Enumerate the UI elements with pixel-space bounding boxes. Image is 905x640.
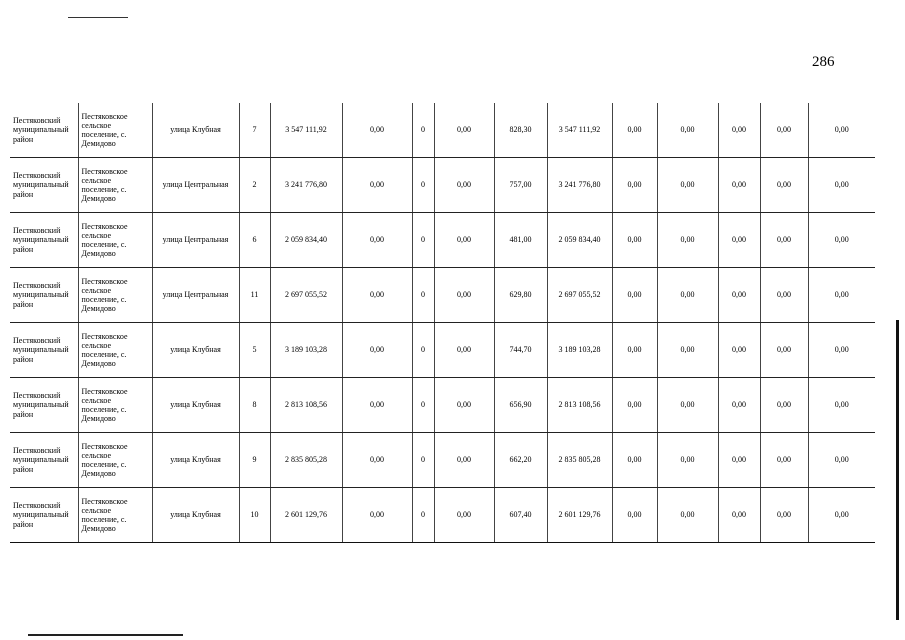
- district-cell: Пестяковский муниципальный район: [10, 158, 78, 213]
- value-cell: 2 059 834,40: [270, 213, 342, 268]
- value-cell: 0,00: [342, 378, 412, 433]
- value-cell: 0,00: [612, 433, 657, 488]
- value-cell: 3 547 111,92: [270, 103, 342, 158]
- value-cell: 0,00: [342, 323, 412, 378]
- value-cell: 3 241 776,80: [547, 158, 612, 213]
- street-cell: улица Центральная: [152, 213, 239, 268]
- value-cell: 0: [412, 378, 434, 433]
- value-cell: 0,00: [342, 433, 412, 488]
- district-cell: Пестяковский муниципальный район: [10, 103, 78, 158]
- value-cell: 0,00: [657, 323, 718, 378]
- house-number-cell: 9: [239, 433, 270, 488]
- house-number-cell: 5: [239, 323, 270, 378]
- value-cell: 0: [412, 268, 434, 323]
- value-cell: 0,00: [612, 323, 657, 378]
- value-cell: 0,00: [657, 268, 718, 323]
- value-cell: 0,00: [657, 213, 718, 268]
- value-cell: 0,00: [760, 158, 808, 213]
- value-cell: 0,00: [808, 323, 875, 378]
- table-row: [10, 268, 875, 323]
- street-cell: улица Центральная: [152, 268, 239, 323]
- value-cell: 2 059 834,40: [547, 213, 612, 268]
- value-cell: 0,00: [342, 158, 412, 213]
- house-number-cell: 7: [239, 103, 270, 158]
- value-cell: 0,00: [342, 488, 412, 543]
- value-cell: 0,00: [718, 323, 760, 378]
- value-cell: 0,00: [760, 213, 808, 268]
- value-cell: 0,00: [718, 378, 760, 433]
- value-cell: 0,00: [434, 213, 494, 268]
- street-cell: улица Клубная: [152, 323, 239, 378]
- house-number-cell: 11: [239, 268, 270, 323]
- value-cell: 0: [412, 488, 434, 543]
- district-cell: Пестяковский муниципальный район: [10, 213, 78, 268]
- value-cell: 0,00: [434, 378, 494, 433]
- value-cell: 3 241 776,80: [270, 158, 342, 213]
- table-row: [10, 488, 875, 543]
- value-cell: 0,00: [342, 268, 412, 323]
- value-cell: 0,00: [760, 433, 808, 488]
- area-cell: 757,00: [494, 158, 547, 213]
- value-cell: 0,00: [760, 103, 808, 158]
- value-cell: 0,00: [612, 103, 657, 158]
- district-cell: Пестяковский муниципальный район: [10, 323, 78, 378]
- district-cell: Пестяковский муниципальный район: [10, 433, 78, 488]
- value-cell: 0,00: [612, 268, 657, 323]
- area-cell: 744,70: [494, 323, 547, 378]
- street-cell: улица Клубная: [152, 433, 239, 488]
- table-row: [10, 323, 875, 378]
- value-cell: 0,00: [808, 378, 875, 433]
- value-cell: 0,00: [434, 103, 494, 158]
- bottom-rule: [28, 634, 183, 636]
- table-row: [10, 378, 875, 433]
- street-cell: улица Центральная: [152, 158, 239, 213]
- value-cell: 2 697 055,52: [547, 268, 612, 323]
- settlement-cell: Пестяковское сельское поселение, с. Демидово: [78, 213, 152, 268]
- value-cell: 0,00: [718, 268, 760, 323]
- house-number-cell: 2: [239, 158, 270, 213]
- value-cell: 0,00: [808, 158, 875, 213]
- value-cell: 0,00: [434, 268, 494, 323]
- value-cell: 0,00: [718, 103, 760, 158]
- value-cell: 0: [412, 103, 434, 158]
- area-cell: 662,20: [494, 433, 547, 488]
- area-cell: 481,00: [494, 213, 547, 268]
- value-cell: 0,00: [657, 488, 718, 543]
- value-cell: 0,00: [657, 433, 718, 488]
- area-cell: 656,90: [494, 378, 547, 433]
- table-row: [10, 433, 875, 488]
- value-cell: 0,00: [342, 213, 412, 268]
- scan-edge: [896, 320, 899, 620]
- street-cell: улица Клубная: [152, 378, 239, 433]
- top-rule: [68, 17, 128, 18]
- value-cell: 0,00: [718, 488, 760, 543]
- house-number-cell: 8: [239, 378, 270, 433]
- settlement-cell: Пестяковское сельское поселение, с. Демидово: [78, 103, 152, 158]
- value-cell: 0,00: [434, 323, 494, 378]
- value-cell: 0,00: [808, 268, 875, 323]
- value-cell: 3 547 111,92: [547, 103, 612, 158]
- value-cell: 0,00: [760, 378, 808, 433]
- house-number-cell: 6: [239, 213, 270, 268]
- value-cell: 0,00: [718, 433, 760, 488]
- value-cell: 0,00: [657, 378, 718, 433]
- area-cell: 629,80: [494, 268, 547, 323]
- value-cell: 0,00: [760, 323, 808, 378]
- district-cell: Пестяковский муниципальный район: [10, 488, 78, 543]
- value-cell: 0,00: [808, 433, 875, 488]
- table-row: [10, 213, 875, 268]
- page-number: 286: [812, 54, 835, 70]
- value-cell: 0,00: [612, 158, 657, 213]
- settlement-cell: Пестяковское сельское поселение, с. Демидово: [78, 158, 152, 213]
- value-cell: 0: [412, 433, 434, 488]
- value-cell: 2 601 129,76: [547, 488, 612, 543]
- table-row: [10, 158, 875, 213]
- value-cell: 0,00: [657, 103, 718, 158]
- value-cell: 0: [412, 323, 434, 378]
- settlement-cell: Пестяковское сельское поселение, с. Демидово: [78, 433, 152, 488]
- table-body: [10, 103, 875, 543]
- value-cell: 0: [412, 158, 434, 213]
- house-number-cell: 10: [239, 488, 270, 543]
- area-cell: 607,40: [494, 488, 547, 543]
- street-cell: улица Клубная: [152, 103, 239, 158]
- table-row: [10, 103, 875, 158]
- value-cell: 2 813 108,56: [270, 378, 342, 433]
- settlement-cell: Пестяковское сельское поселение, с. Демидово: [78, 378, 152, 433]
- data-table: [10, 103, 875, 543]
- district-cell: Пестяковский муниципальный район: [10, 378, 78, 433]
- value-cell: 0,00: [434, 433, 494, 488]
- value-cell: 0,00: [434, 158, 494, 213]
- value-cell: 0,00: [657, 158, 718, 213]
- value-cell: 0,00: [760, 268, 808, 323]
- value-cell: 0,00: [612, 213, 657, 268]
- district-cell: Пестяковский муниципальный район: [10, 268, 78, 323]
- value-cell: 0,00: [612, 488, 657, 543]
- settlement-cell: Пестяковское сельское поселение, с. Демидово: [78, 268, 152, 323]
- value-cell: 2 813 108,56: [547, 378, 612, 433]
- value-cell: 0,00: [434, 488, 494, 543]
- value-cell: 0,00: [808, 103, 875, 158]
- value-cell: 3 189 103,28: [270, 323, 342, 378]
- value-cell: 3 189 103,28: [547, 323, 612, 378]
- value-cell: 2 835 805,28: [270, 433, 342, 488]
- value-cell: 0,00: [718, 158, 760, 213]
- street-cell: улица Клубная: [152, 488, 239, 543]
- value-cell: 0,00: [342, 103, 412, 158]
- value-cell: 0: [412, 213, 434, 268]
- settlement-cell: Пестяковское сельское поселение, с. Демидово: [78, 488, 152, 543]
- value-cell: 2 697 055,52: [270, 268, 342, 323]
- value-cell: 2 601 129,76: [270, 488, 342, 543]
- value-cell: 0,00: [808, 213, 875, 268]
- value-cell: 0,00: [808, 488, 875, 543]
- value-cell: 0,00: [718, 213, 760, 268]
- settlement-cell: Пестяковское сельское поселение, с. Демидово: [78, 323, 152, 378]
- area-cell: 828,30: [494, 103, 547, 158]
- value-cell: 0,00: [612, 378, 657, 433]
- value-cell: 2 835 805,28: [547, 433, 612, 488]
- value-cell: 0,00: [760, 488, 808, 543]
